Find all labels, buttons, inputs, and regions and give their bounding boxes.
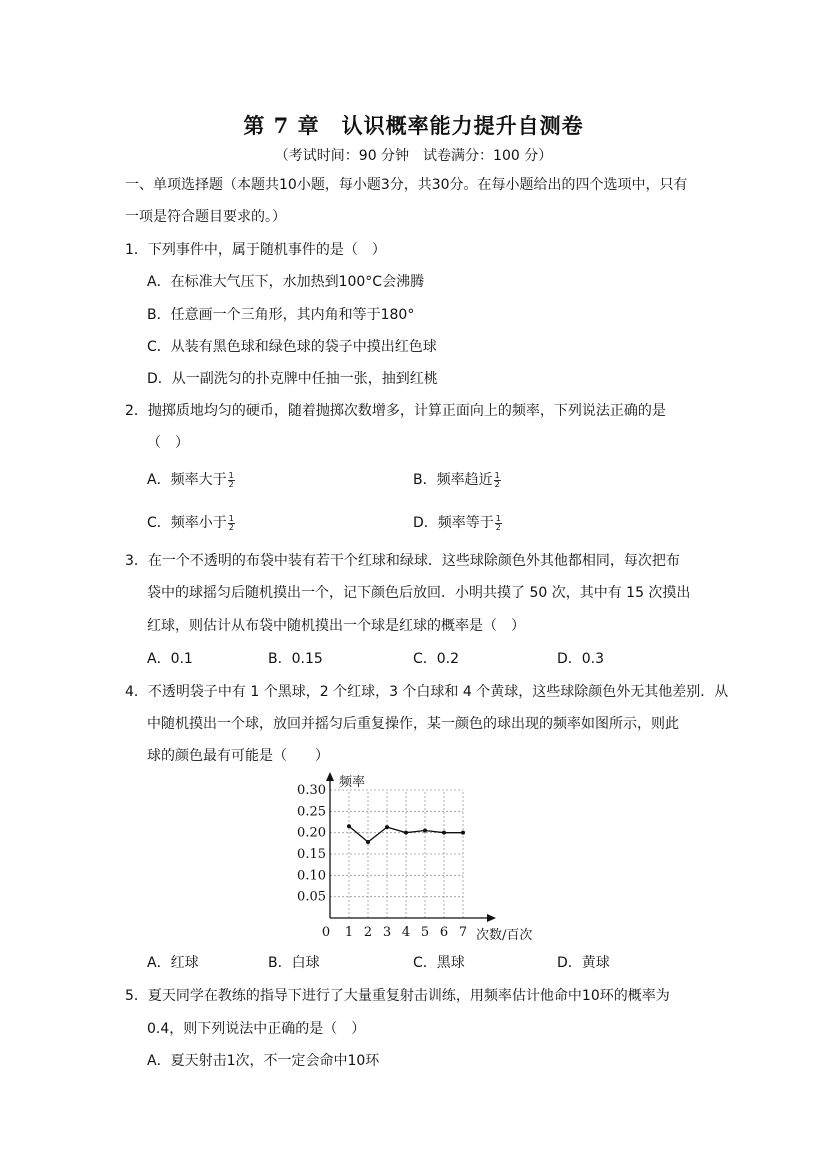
q5-stem-cont: 0.4，则下列说法中正确的是（ ） — [147, 1021, 366, 1037]
x-tick-label: 6 — [439, 925, 449, 940]
q1-option-a: A．在标准大气压下，水加热到100°C会沸腾 — [147, 274, 425, 290]
q2-option-b: B．频率趋近 $\frac{1}{2}$ — [413, 470, 500, 489]
data-point — [423, 829, 427, 833]
page-title: 第 7 章 认识概率能力提升自测卷 — [243, 113, 584, 138]
q4-option-d: D．黄球 — [557, 955, 610, 971]
fraction-one-half: $\frac{1}{2}$ — [228, 513, 234, 532]
x-tick-label: 1 — [344, 925, 354, 940]
y-tick-label: 0.20 — [297, 825, 326, 841]
q4-stem: 4．不透明袋子中有 1 个黑球，2 个红球，3 个白球和 4 个黄球，这些球除颜色外无其他差别．从 — [125, 684, 729, 700]
data-point — [442, 831, 446, 835]
origin-label: 0 — [321, 925, 331, 940]
fraction-one-half: $\frac{1}{2}$ — [495, 513, 501, 532]
q3-stem: 3．在一个不透明的布袋中装有若干个红球和绿球．这些球除颜色外其他都相同，每次把布 — [125, 553, 680, 569]
q2-stem-cont: （ ） — [147, 435, 189, 451]
q4-option-c: C．黑球 — [413, 955, 465, 971]
y-axis-label: 频率 — [339, 775, 366, 790]
y-tick-label: 0.15 — [297, 847, 326, 862]
q3-stem-cont2: 红球，则估计从布袋中随机摸出一个球是红球的概率是（ ） — [147, 618, 525, 634]
y-tick-label: 0.05 — [297, 889, 326, 905]
q2-option-d: D．频率等于 $\frac{1}{2}$ — [413, 513, 501, 532]
y-axis-arrow-icon — [326, 772, 334, 781]
x-axis-label: 次数/百次 — [476, 928, 533, 943]
data-point — [347, 824, 351, 828]
q3-option-c: C．0.2 — [413, 651, 460, 667]
x-tick-label: 7 — [458, 925, 468, 940]
q4-option-a: A．红球 — [147, 955, 199, 971]
section-heading-cont: 一项是符合题目要求的。） — [125, 209, 286, 225]
q2-stem: 2．抛掷质地均匀的硬币，随着抛掷次数增多，计算正面向上的频率，下列说法正确的是 — [125, 403, 666, 419]
q3-stem-cont: 袋中的球摇匀后随机摸出一个，记下颜色后放回．小明共摸了 50 次，其中有 15 次摸出 — [147, 585, 691, 601]
data-point — [366, 840, 370, 844]
q1-stem: 1．下列事件中，属于随机事件的是（ ） — [125, 242, 386, 258]
q4-option-b: B．白球 — [268, 955, 320, 971]
y-tick-label: 0.25 — [297, 804, 326, 820]
exam-info: （考试时间：90 分钟 试卷满分：100 分） — [274, 148, 553, 164]
y-tick-label: 0.10 — [297, 868, 326, 884]
x-tick-label: 4 — [401, 925, 411, 940]
q5-stem: 5．夏天同学在教练的指导下进行了大量重复射击训练，用频率估计他命中10环的概率为 — [125, 988, 670, 1004]
x-tick-label: 2 — [363, 925, 373, 940]
fraction-one-half: $\frac{1}{2}$ — [494, 470, 500, 489]
q4-stem-cont2: 球的颜色最有可能是（ ） — [147, 748, 329, 764]
q3-option-a: A．0.1 — [147, 651, 193, 667]
q1-option-d: D．从一副洗匀的扑克牌中任抽一张，抽到红桃 — [147, 371, 438, 387]
x-tick-label: 3 — [382, 925, 392, 940]
x-tick-label: 5 — [420, 925, 430, 940]
data-point — [404, 831, 408, 835]
y-tick-label: 0.30 — [297, 783, 326, 798]
q2-option-c: C．频率小于 $\frac{1}{2}$ — [147, 513, 234, 532]
q5-option-a: A．夏天射击1次，不一定会命中10环 — [147, 1053, 380, 1069]
q3-option-d: D．0.3 — [557, 651, 605, 667]
q3-option-b: B．0.15 — [268, 651, 323, 667]
q1-option-b: B．任意画一个三角形，其内角和等于180° — [147, 307, 415, 323]
data-point — [461, 831, 465, 835]
fraction-one-half: $\frac{1}{2}$ — [228, 470, 234, 489]
x-axis-arrow-icon — [487, 914, 496, 922]
data-point — [385, 825, 389, 829]
q2-option-a: A．频率大于 $\frac{1}{2}$ — [147, 470, 234, 489]
q4-stem-cont: 中随机摸出一个球，放回并摇匀后重复操作，某一颜色的球出现的频率如图所示，则此 — [147, 716, 679, 732]
frequency-line-chart — [290, 770, 560, 950]
q1-option-c: C．从装有黑色球和绿色球的袋子中摸出红色球 — [147, 339, 437, 355]
section-heading: 一、单项选择题（本题共10小题，每小题3分，共30分。在每小题给出的四个选项中，只有 — [125, 177, 688, 193]
